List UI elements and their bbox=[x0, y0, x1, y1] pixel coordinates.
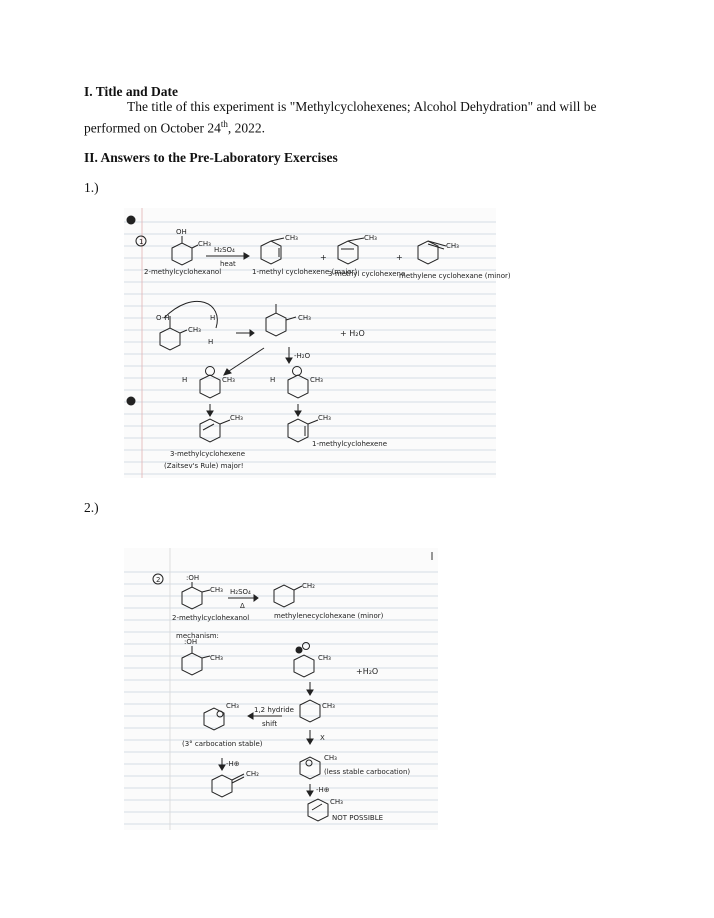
figure-1-handwritten-mechanism bbox=[124, 208, 511, 478]
fig1-h-1: H bbox=[210, 314, 216, 322]
figure-2-ruled-lines bbox=[124, 572, 438, 824]
fig1-sm-name: 2-methylcyclohexanol bbox=[144, 268, 222, 276]
fig1-oh-label: OH bbox=[176, 228, 187, 236]
figure-2-handwritten-mechanism bbox=[124, 548, 438, 830]
fig1-p2-name: 3-methyl cyclohexene bbox=[328, 270, 406, 278]
fig1-h-4: H bbox=[270, 376, 276, 384]
fig1-sm-ch3: CH₃ bbox=[198, 240, 211, 248]
section-1-line-2 bbox=[84, 116, 265, 137]
fig2-mark: 2 bbox=[156, 576, 161, 584]
fig2-tert-ch3: CH₃ bbox=[226, 702, 239, 710]
fig1-p1-ch3: CH₃ bbox=[285, 234, 298, 242]
fig2-not-possible: NOT POSSIBLE bbox=[332, 814, 384, 822]
binder-hole-top bbox=[127, 216, 136, 225]
section-1-line-1 bbox=[84, 99, 597, 115]
fig2-step-oh: :OH bbox=[184, 638, 198, 646]
fig2-water: +H₂O bbox=[356, 667, 379, 676]
fig1-cation-right-ch3: CH₃ bbox=[310, 376, 323, 384]
figure-2-canvas bbox=[124, 548, 438, 830]
figure-1-ruled-lines bbox=[124, 222, 496, 474]
fig2-minus-h-left: -H⊕ bbox=[226, 760, 240, 768]
fig1-plus-1: + bbox=[320, 253, 327, 262]
figure-2-labels bbox=[156, 574, 410, 822]
question-1-label: 1.) bbox=[84, 180, 99, 195]
binder-hole-bottom bbox=[127, 397, 136, 406]
fig1-p3-name: methylene cyclohexane (minor) bbox=[399, 272, 511, 280]
section-1-heading: I. Title and Date bbox=[84, 84, 179, 99]
fig2-reagent-bottom: Δ bbox=[240, 602, 245, 610]
fig2-product-ch2: CH₂ bbox=[302, 582, 315, 590]
date-superscript: th bbox=[220, 119, 228, 129]
fig1-reagent-top: H₂SO₄ bbox=[214, 246, 235, 254]
figure-1-drawing bbox=[136, 236, 446, 442]
fig1-final-right-name: 1-methylcyclohexene bbox=[312, 440, 388, 448]
fig1-oh-h: O-H bbox=[156, 314, 170, 322]
fig2-reagent-top: H₂SO₄ bbox=[230, 588, 251, 596]
fig1-h-3: H bbox=[182, 376, 188, 384]
figure-1-canvas bbox=[124, 208, 511, 478]
fig2-less-stable: (less stable carbocation) bbox=[324, 768, 411, 776]
fig2-cation-ch3: CH₃ bbox=[322, 702, 335, 710]
question-2-label: 2.) bbox=[84, 500, 99, 515]
fig1-p2-ch3: CH₃ bbox=[364, 234, 377, 242]
fig1-p3-ch3: CH₃ bbox=[446, 242, 459, 250]
fig1-final-right-ch3: CH₃ bbox=[318, 414, 331, 422]
fig1-h-2: H bbox=[208, 338, 214, 346]
fig1-reagent-bottom: heat bbox=[220, 260, 236, 268]
fig1-water: + H₂O bbox=[340, 329, 365, 338]
fig2-sm-oh: :OH bbox=[186, 574, 200, 582]
fig1-step1-ch3: CH₃ bbox=[188, 326, 201, 334]
fig1-mark: 1 bbox=[139, 238, 144, 246]
fig1-loss-water: -H₂O bbox=[294, 352, 311, 360]
date-text-suffix: , 2022. bbox=[227, 120, 265, 136]
fig2-tert-note: (3° carbocation stable) bbox=[182, 740, 263, 748]
fig2-shift-bottom: shift bbox=[262, 720, 278, 728]
fig1-final-left-ch3: CH₃ bbox=[230, 414, 243, 422]
fig2-step-product-ch3: CH₃ bbox=[318, 654, 331, 662]
fig2-secondary-ch3: CH₃ bbox=[324, 754, 337, 762]
fig2-minus-h-right: -H⊕ bbox=[316, 786, 330, 794]
fig1-final-left-note: (Zaitsev's Rule) major! bbox=[164, 462, 244, 470]
fig1-cation-left-ch3: CH₃ bbox=[222, 376, 235, 384]
figure-1-labels bbox=[139, 228, 511, 470]
fig1-plus-2: + bbox=[396, 253, 403, 262]
fig1-step1-product-ch3: CH₃ bbox=[298, 314, 311, 322]
fig1-final-left-name: 3-methylcyclohexene bbox=[170, 450, 246, 458]
fig1-p1-name: 1-methyl cyclohexene (major) bbox=[252, 268, 358, 276]
fig2-shift-top: 1,2 hydride bbox=[254, 706, 294, 714]
fig2-step-ch3: CH₃ bbox=[210, 654, 223, 662]
date-text-prefix: performed on October 24 bbox=[84, 120, 221, 136]
fig2-product-name: methylenecyclohexane (minor) bbox=[274, 612, 384, 620]
fig2-mechanism-label: mechanism: bbox=[176, 632, 219, 640]
section-2-heading: II. Answers to the Pre-Laboratory Exercises bbox=[84, 150, 338, 165]
section-1-line-1-text: The title of this experiment is "Methylcyclohexenes; Alcohol Dehydration" and will be bbox=[127, 99, 597, 114]
fig2-x-mark: X bbox=[320, 734, 325, 742]
fig2-final-ch3: CH₃ bbox=[330, 798, 343, 806]
fig2-final-ch2: CH₂ bbox=[246, 770, 259, 778]
fig2-sm-ch3: CH₃ bbox=[210, 586, 223, 594]
fig2-sm-name: 2-methylcyclohexanol bbox=[172, 614, 250, 622]
